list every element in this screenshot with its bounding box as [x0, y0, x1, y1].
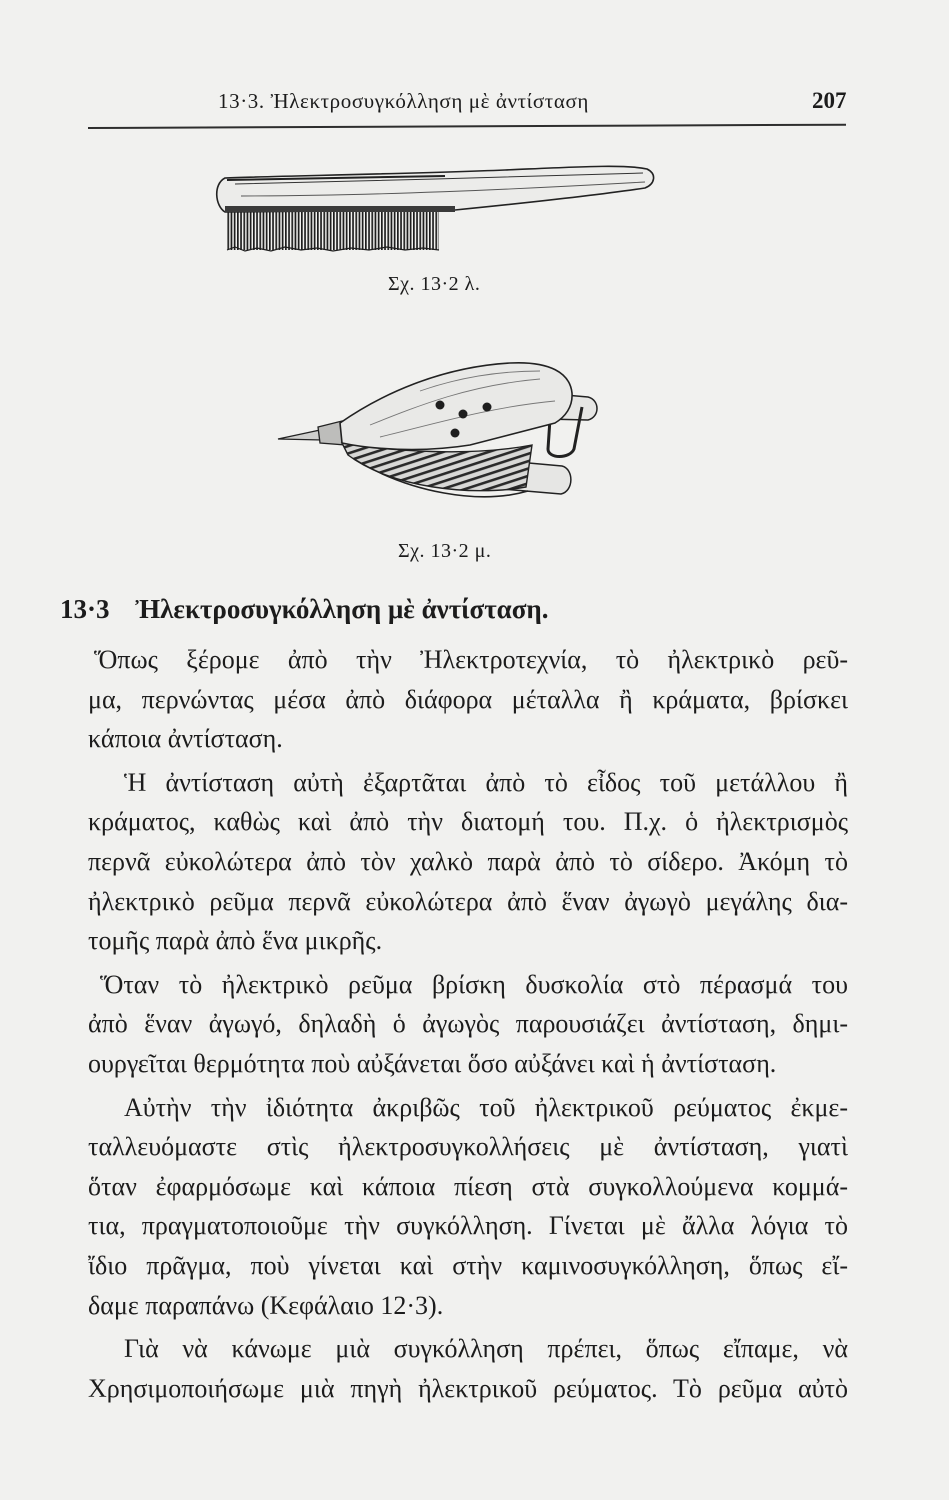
bellows-nozzle	[278, 430, 322, 440]
paragraph	[88, 1088, 848, 1326]
text-line: κράματος, καθὼς καὶ ἀπὸ τὴν διατομή του. Π.χ. ὁ ἠλεκτρισμὸς	[88, 807, 848, 837]
text-line: ὅταν ἐφαρμόσωμε καὶ κάποια πίεση στὰ συγκολλούμενα κομμά-	[88, 1171, 848, 1201]
text-line: Ὅταν τὸ ἠλεκτρικὸ ρεῦμα βρίσκη δυσκολία στὸ πέρασμά του	[100, 969, 848, 999]
body-text	[88, 640, 848, 1412]
brush-bristles	[227, 212, 439, 250]
bellows-leather-folds	[342, 443, 532, 491]
bellows-vent-hole	[436, 401, 445, 410]
paragraph	[88, 1329, 848, 1408]
brush-handle	[217, 166, 654, 212]
bellows-icon	[270, 345, 605, 535]
text-line: Γιὰ νὰ κάνωμε μιὰ συγκόλληση πρέπει, ὅπως εἴπαμε, νὰ	[124, 1334, 848, 1364]
figure-caption: Σχ. 13·2 μ.	[398, 540, 492, 562]
brush-head-band	[225, 206, 455, 212]
section-title: Ἠλεκτροσυγκόλληση μὲ ἀντίσταση.	[135, 594, 549, 624]
running-header-title: 13·3. Ἠλεκτροσυγκόλληση μὲ ἀντίσταση	[218, 89, 589, 113]
text-line: τια, πραγματοποιοῦμε τὴν συγκόλληση. Γίνεται μὲ ἄλλα λόγια τὸ	[88, 1211, 848, 1241]
header-rule	[88, 124, 846, 129]
text-line: περνᾶ εὐκολώτερα ἀπὸ τὸν χαλκὸ παρὰ ἀπὸ τὸ σίδερο. Ἀκόμη τὸ	[88, 846, 848, 876]
text-line: Ὅπως ξέρομε ἀπὸ τὴν Ἠλεκτροτεχνία, τὸ ἠλεκτρικὸ ρεῦ-	[94, 645, 848, 674]
figure-caption: Σχ. 13·2 λ.	[388, 273, 481, 295]
bellows-vent-hole	[483, 403, 492, 412]
text-line: τομῆς παρὰ ἀπὸ ἕνα μικρῆς.	[88, 926, 383, 956]
text-line: ἠλεκτρικὸ ρεῦμα περνᾶ εὐκολώτερα ἀπὸ ἕναν ἀγωγὸ μεγάλης δια-	[88, 886, 848, 916]
text-line: ἀπὸ ἕναν ἀγωγό, δηλαδὴ ὁ ἀγωγὸς παρουσιάζει ἀντίσταση, δημι-	[88, 1009, 848, 1039]
text-line: ἴδιο πρᾶγμα, ποὺ γίνεται καὶ στὴν καμινοσυγκόλληση, ὅπως εἴ-	[88, 1250, 848, 1280]
text-line: ουργεῖται θερμότητα ποὺ αὐξάνεται ὅσο αὐξάνει καὶ ἡ ἀντίσταση.	[88, 1048, 777, 1078]
text-line: Ἡ ἀντίσταση αὐτὴ ἐξαρτᾶται ἀπὸ τὸ εἶδος τοῦ μετάλλου ἢ	[124, 767, 848, 797]
text-line: ταλλευόμαστε στὶς ἠλεκτροσυγκολλήσεις μὲ ἀντίσταση, γιατὶ	[88, 1132, 848, 1162]
text-line: μα, περνώντας μέσα ἀπὸ διάφορα μέταλλα ἢ κράματα, βρίσκει	[88, 684, 848, 714]
section-heading	[60, 594, 549, 625]
section-number: 13·3	[60, 594, 110, 624]
text-line: δαμε παραπάνω (Κεφάλαιο 12·3).	[88, 1290, 444, 1320]
paragraph	[88, 640, 848, 759]
text-line: Αὐτὴν τὴν ἰδιότητα ἀκριβῶς τοῦ ἠλεκτρικοῦ ρεύματος ἐκμε-	[124, 1092, 848, 1122]
brush-icon	[205, 150, 665, 260]
paragraph	[88, 763, 848, 961]
text-line: κάποια ἀντίσταση.	[88, 724, 283, 754]
text-line: Χρησιμοποιήσωμε μιὰ πηγὴ ἠλεκτρικοῦ ρεύματος. Τὸ ρεῦμα αὐτὸ	[88, 1373, 848, 1403]
bellows-vent-hole	[459, 410, 468, 419]
page-number: 207	[812, 88, 847, 113]
bellows-vent-hole	[451, 429, 460, 438]
paragraph	[88, 965, 848, 1084]
